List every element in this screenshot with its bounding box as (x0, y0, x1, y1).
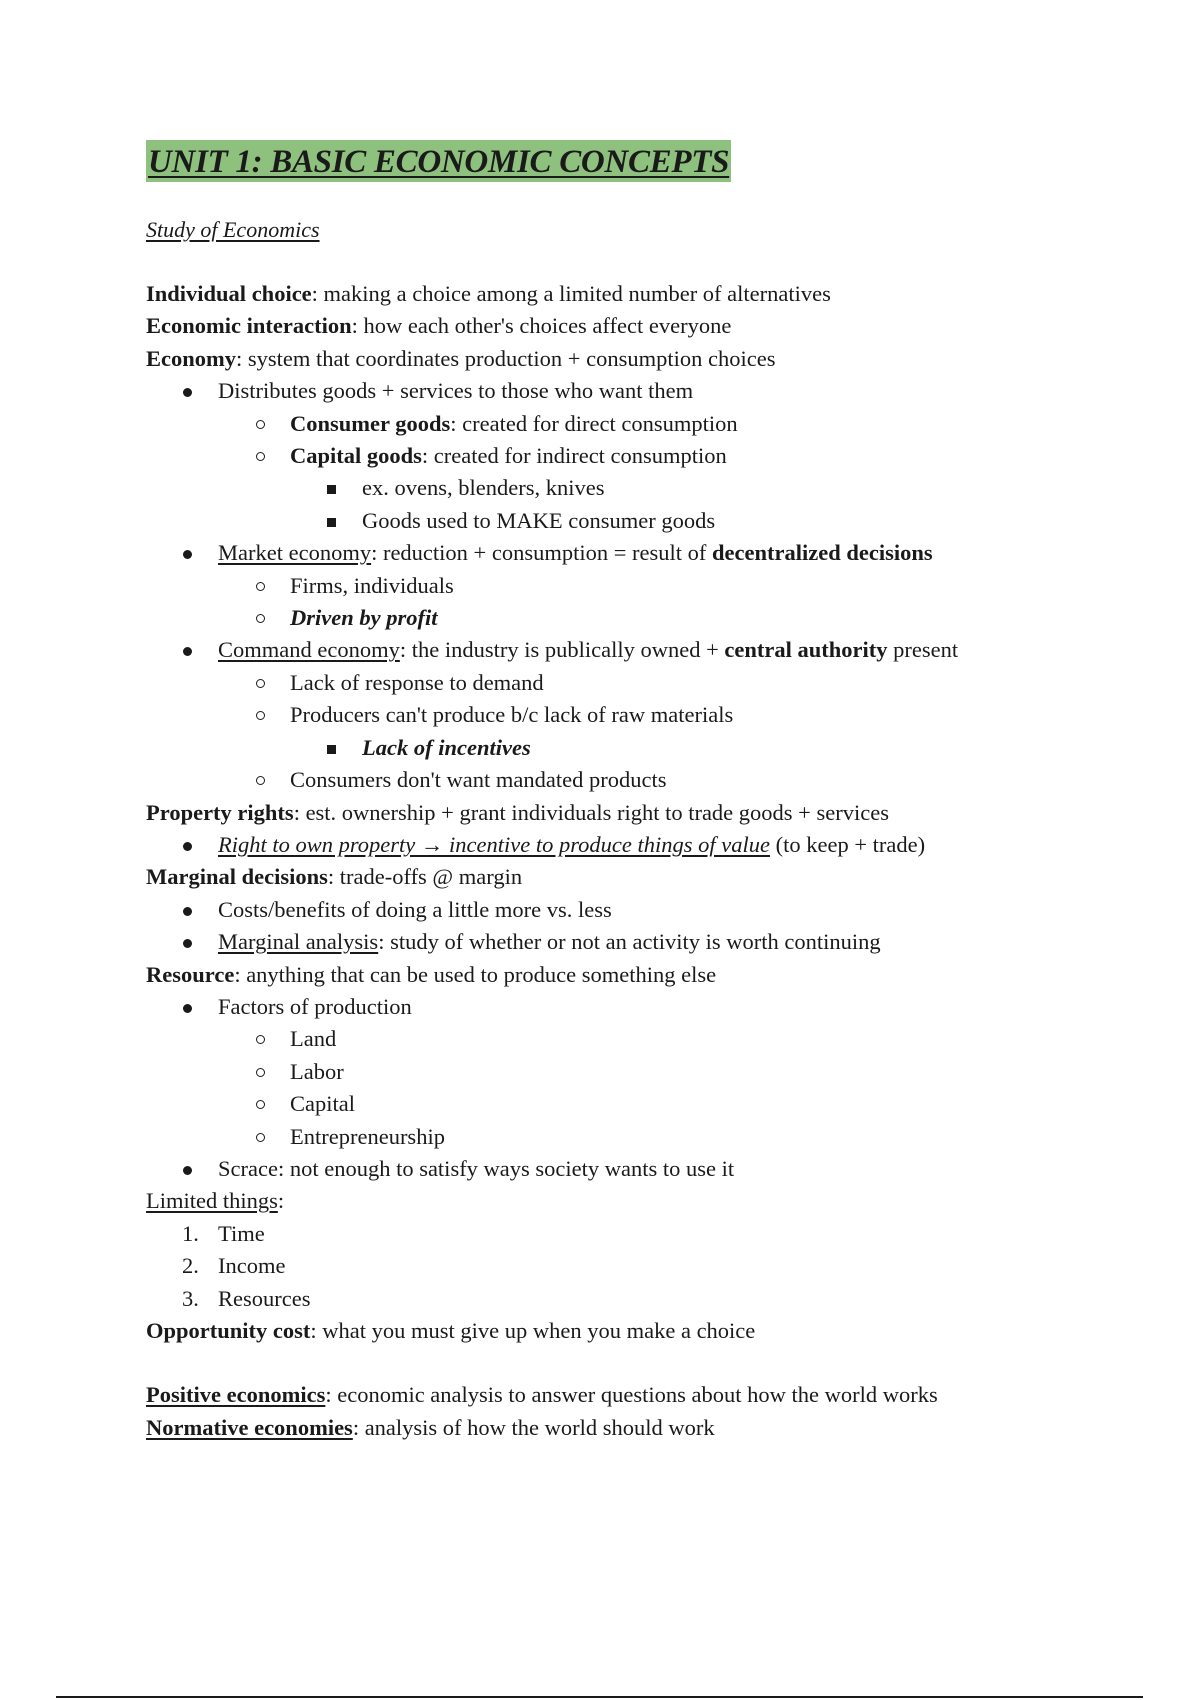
bullet-disc-icon (183, 647, 192, 656)
bullet-circle-icon (256, 1035, 265, 1044)
list-item (146, 1088, 1106, 1120)
list-item-text: Consumers don't want mandated products (290, 767, 667, 793)
definition: : reduction + consumption = result of (371, 540, 713, 566)
list-item-text: Lack of response to demand (290, 669, 544, 695)
list-item (146, 926, 1106, 958)
term: Resource (146, 961, 235, 987)
definition: : est. ownership + grant individuals right to trade goods + services (293, 799, 889, 825)
list-item (146, 408, 1106, 440)
definition: : economic analysis to answer questions about how the world works (325, 1382, 938, 1408)
bullet-disc-icon (183, 939, 192, 948)
bullet-circle-icon (256, 452, 265, 461)
property-rights-line (146, 797, 1106, 829)
item-number: 1. (182, 1220, 199, 1246)
document-page (146, 140, 1106, 1444)
definition: : making a choice among a limited number of alternatives (311, 281, 831, 306)
colon: : (277, 1188, 285, 1214)
list-item-text: Scrace: not enough to satisfy ways society wants to use it (218, 1155, 735, 1181)
term: Opportunity cost (146, 1318, 311, 1343)
list-item-text: (to keep + trade) (770, 831, 926, 857)
list-item-text: Income (218, 1253, 286, 1279)
definition: : study of whether or not an activity is worth continuing (378, 929, 881, 955)
list-item (146, 829, 1106, 861)
list-item (146, 440, 1106, 472)
list-item (146, 1056, 1106, 1088)
bullet-disc-icon (183, 907, 192, 916)
bullet-circle-icon (256, 776, 265, 785)
list-item (146, 894, 1106, 926)
list-item (146, 699, 1106, 731)
term: Command economy (218, 637, 400, 663)
bullet-disc-icon (183, 1166, 192, 1175)
item-number: 3. (182, 1285, 199, 1311)
term: Capital goods (290, 443, 422, 469)
definition: : created for indirect consumption (421, 443, 727, 469)
list-item-text: Labor (290, 1058, 344, 1084)
unit-title: UNIT 1: BASIC ECONOMIC CONCEPTS (146, 140, 731, 182)
list-item (146, 667, 1106, 699)
bullet-circle-icon (256, 1100, 265, 1109)
definition: : anything that can be used to produce something else (234, 961, 717, 987)
list-item (146, 570, 1106, 602)
list-item (146, 1153, 1106, 1185)
definition: : how each other's choices affect everyone (351, 313, 732, 339)
bullet-circle-icon (256, 1068, 265, 1077)
definition: : the industry is publically owned + (399, 637, 725, 663)
term: Property rights (146, 799, 294, 825)
term: Economic interaction (146, 313, 352, 339)
term: Marginal analysis (218, 929, 379, 955)
list-item (146, 634, 1106, 666)
term: Limited things (146, 1188, 278, 1214)
definition: present (887, 637, 959, 663)
term: Marginal decisions (146, 864, 328, 890)
bullet-square-icon (327, 518, 336, 527)
list-item-text: Right to own property → incentive to produce things of value (218, 831, 770, 857)
list-item-text: Resources (218, 1285, 311, 1311)
page-bottom-rule (56, 1696, 1143, 1698)
bullet-square-icon (327, 485, 336, 494)
definition: : what you must give up when you make a choice (310, 1318, 756, 1343)
list-item-text: Firms, individuals (290, 572, 454, 598)
definition-bold: central authority (724, 637, 888, 663)
economic-interaction-line (146, 310, 1106, 342)
list-item-text: ex. ovens, blenders, knives (362, 475, 605, 501)
resource-line (146, 959, 1106, 991)
normative-economics-line (146, 1412, 1106, 1444)
list-item-text: Distributes goods + services to those who want them (218, 378, 694, 404)
opportunity-cost-line (146, 1315, 1106, 1347)
list-item (146, 505, 1106, 537)
list-item (146, 602, 1106, 634)
bullet-disc-icon (183, 388, 192, 397)
limited-things-line (146, 1185, 1106, 1217)
bullet-disc-icon (183, 1004, 192, 1013)
economy-line (146, 343, 1106, 375)
bullet-circle-icon (256, 420, 265, 429)
term: Normative economies (146, 1414, 353, 1440)
list-item-text: Goods used to MAKE consumer goods (362, 507, 716, 533)
list-item-text: Lack of incentives (362, 734, 531, 760)
list-item-text: Producers can't produce b/c lack of raw materials (290, 702, 734, 728)
term: Consumer goods (290, 410, 451, 436)
list-item (146, 991, 1106, 1023)
positive-economics-line (146, 1379, 1106, 1411)
term: Positive economics (146, 1382, 326, 1408)
bullet-circle-icon (256, 1133, 265, 1142)
bullet-square-icon (327, 745, 336, 754)
numbered-item (146, 1250, 1106, 1282)
list-item-text: Time (218, 1220, 265, 1246)
list-item-text: Capital (290, 1091, 355, 1117)
list-item-text: Costs/benefits of doing a little more vs. less (218, 896, 612, 922)
bullet-circle-icon (256, 582, 265, 591)
term: Market economy (218, 540, 372, 566)
list-item (146, 732, 1106, 764)
list-item-text: Land (290, 1026, 337, 1052)
numbered-item (146, 1218, 1106, 1250)
bullet-circle-icon (256, 679, 265, 688)
list-item (146, 764, 1106, 796)
list-item-text: Driven by profit (290, 605, 438, 631)
bullet-disc-icon (183, 842, 192, 851)
definition: : system that coordinates production + consumption choices (236, 345, 776, 371)
bullet-circle-icon (256, 711, 265, 720)
section-subtitle: Study of Economics (146, 217, 320, 242)
list-item (146, 472, 1106, 504)
term: Individual choice (146, 281, 312, 306)
list-item-text: Factors of production (218, 993, 412, 1019)
definition: : created for direct consumption (450, 410, 738, 436)
list-item (146, 1023, 1106, 1055)
marginal-decisions-line (146, 861, 1106, 893)
list-item (146, 1121, 1106, 1153)
list-item (146, 537, 1106, 569)
numbered-item (146, 1283, 1106, 1315)
bullet-disc-icon (183, 550, 192, 559)
bullet-circle-icon (256, 614, 265, 623)
item-number: 2. (182, 1253, 199, 1279)
list-item-text: Entrepreneurship (290, 1123, 445, 1149)
definition-bold: decentralized decisions (712, 540, 933, 566)
individual-choice-line (146, 278, 1106, 310)
list-item (146, 375, 1106, 407)
term: Economy (146, 345, 236, 371)
definition: : analysis of how the world should work (352, 1414, 715, 1440)
definition: : trade-offs @ margin (327, 864, 523, 890)
